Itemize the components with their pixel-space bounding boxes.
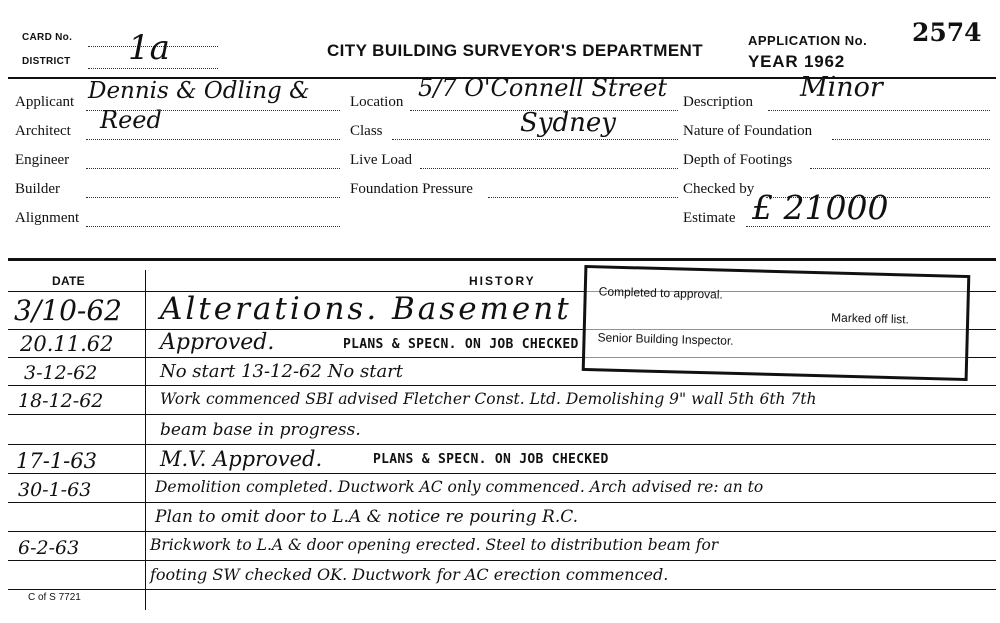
estimate-label: Estimate: [683, 210, 736, 226]
history-entry: Alterations. Basement: [160, 291, 572, 327]
history-date: 3-12-62: [24, 362, 98, 384]
stamp-marked-off-text: Marked off list.: [830, 310, 910, 327]
alignment-line: [86, 226, 340, 227]
card-no-label: CARD No.: [22, 32, 73, 43]
architect-label: Architect: [15, 123, 71, 139]
engineer-line: [86, 168, 340, 169]
history-entry: beam base in progress.: [160, 420, 361, 440]
foundation-pressure-label: Foundation Pressure: [350, 181, 473, 197]
history-entry: Plan to omit door to L.A & notice re pouring R.C.: [155, 507, 579, 527]
description-value: Minor: [800, 72, 883, 103]
history-entry: No start 13-12-62 No start: [160, 361, 404, 382]
history-entry: Brickwork to L.A & door opening erected. Steel to distribution beam for: [150, 536, 719, 554]
history-header: HISTORY: [469, 274, 536, 288]
stamp-inspector-text: Senior Building Inspector.: [597, 330, 734, 348]
district-label: DISTRICT: [22, 56, 71, 67]
history-entry: Work commenced SBI advised Fletcher Const. Ltd. Demolishing 9" wall 5th 6th 7th: [160, 390, 817, 408]
engineer-label: Engineer: [15, 152, 70, 168]
history-date: 30-1-63: [18, 479, 92, 501]
architect-line: [86, 139, 340, 140]
date-column-divider: [145, 270, 146, 610]
section-rule: [8, 258, 996, 261]
application-number: 2574: [912, 18, 982, 47]
depth-footings-label: Depth of Footings: [683, 152, 793, 168]
history-typed-stamp: PLANS & SPECN. ON JOB CHECKED: [373, 452, 609, 467]
history-entry: Approved.: [160, 330, 275, 355]
depth-footings-line: [810, 168, 990, 169]
form-code: C of S 7721: [28, 592, 81, 603]
builder-line: [86, 197, 340, 198]
date-header: DATE: [52, 274, 85, 288]
location-value-2: Sydney: [520, 108, 616, 138]
row-line: [8, 444, 996, 445]
row-line: [8, 414, 996, 415]
nature-foundation-label: Nature of Foundation: [683, 123, 813, 139]
class-label: Class: [350, 123, 383, 139]
stamp-completed-text: Completed to approval.: [598, 284, 723, 302]
completion-stamp: [582, 265, 971, 381]
history-entry: M.V. Approved.: [160, 447, 323, 471]
checked-by-label: Checked by: [683, 181, 755, 197]
foundation-pressure-line: [488, 197, 678, 198]
department-title: CITY BUILDING SURVEYOR'S DEPARTMENT: [327, 41, 704, 60]
alignment-label: Alignment: [15, 210, 80, 226]
description-label: Description: [683, 94, 753, 110]
row-line: [8, 385, 996, 386]
history-date: 18-12-62: [18, 390, 104, 412]
row-line: [8, 560, 996, 561]
estimate-value: £ 21000: [752, 188, 889, 227]
row-line: [8, 589, 996, 590]
description-line: [768, 110, 990, 111]
live-load-line: [420, 168, 678, 169]
application-label: APPLICATION No.: [748, 33, 868, 48]
row-line: [8, 473, 996, 474]
history-date: 3/10-62: [14, 294, 122, 327]
district-value: 1a: [128, 28, 170, 68]
live-load-label: Live Load: [350, 152, 413, 168]
district-line: [88, 68, 218, 69]
architect-value: Reed: [100, 106, 162, 134]
history-date: 20.11.62: [20, 332, 114, 356]
history-entry: Demolition completed. Ductwork AC only commenced. Arch advised re: an to: [155, 478, 764, 496]
class-line: [392, 139, 678, 140]
history-date: 6-2-63: [18, 537, 80, 559]
row-line: [8, 502, 996, 503]
row-line: [8, 531, 996, 532]
history-typed-stamp: PLANS & SPECN. ON JOB CHECKED: [343, 337, 579, 352]
location-label: Location: [350, 94, 404, 110]
builder-label: Builder: [15, 181, 60, 197]
applicant-label: Applicant: [15, 94, 75, 110]
year-label: YEAR 1962: [748, 52, 845, 71]
nature-foundation-line: [832, 139, 990, 140]
history-entry: footing SW checked OK. Ductwork for AC erection commenced.: [150, 565, 669, 584]
location-value: 5/7 O'Connell Street: [418, 74, 668, 102]
history-date: 17-1-63: [16, 449, 97, 473]
applicant-value: Dennis & Odling &: [88, 78, 310, 104]
